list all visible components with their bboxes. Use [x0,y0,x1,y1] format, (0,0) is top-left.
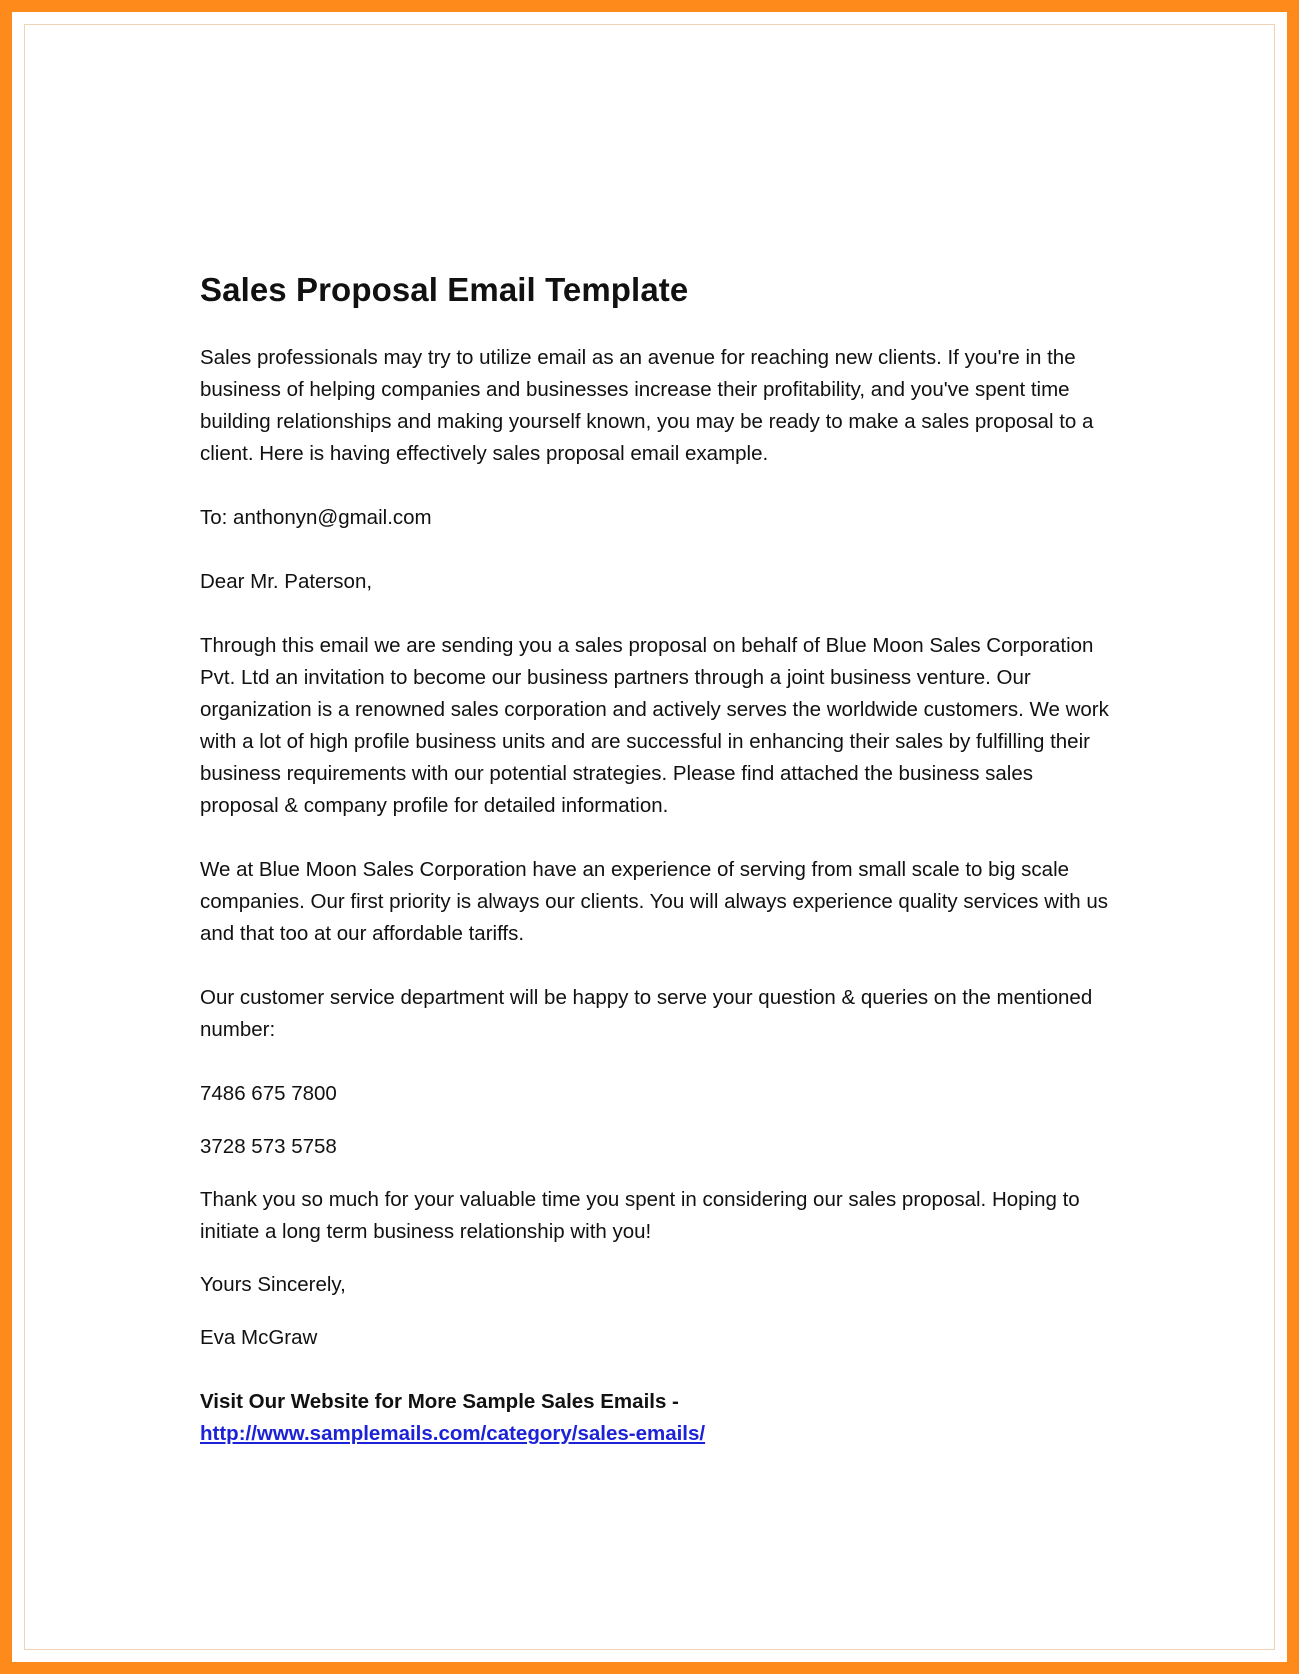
intro-paragraph: Sales professionals may try to utilize email as an avenue for reaching new clients. If you're in the business of helping companies and businesses increase their profitability, and you've spent time building relationships and making yourself known, you may be ready to make a sales proposal to a client. Here is having effectively sales proposal email example. [200,346,1094,465]
body-paragraph-3: Our customer service department will be happy to serve your question & queries on the mentioned number: [200,986,1093,1041]
footer-text: Visit Our Website for More Sample Sales Emails - [200,1390,679,1413]
sign-off: Yours Sincerely, [200,1273,346,1296]
closing-paragraph: Thank you so much for your valuable time you spent in considering our sales proposal. Hoping to initiate a long term business relationship with you! [200,1188,1080,1243]
document-content [200,268,1110,1450]
body-paragraph-2: We at Blue Moon Sales Corporation have an experience of serving from small scale to big scale companies. Our first priority is always our clients. You will always experience quality services with us and that too at our affordable tariffs. [200,858,1109,945]
footer-block [200,1386,1110,1450]
signature-name: Eva McGraw [200,1326,318,1349]
body-paragraph-1: Through this email we are sending you a sales proposal on behalf of Blue Moon Sales Corporation Pvt. Ltd an invitation to become our business partners through a joint business venture. Our organization is a renowned sales corporation and actively serves the worldwide customers. We work with a lot of high profile business units and are successful in enhancing their sales by fulfilling their business requirements with our potential strategies. Please find attached the business sales proposal & company profile for detailed information. [200,634,1109,817]
website-link[interactable]: http://www.samplemails.com/category/sales-emails/ [200,1422,706,1445]
phone-number-2: 3728 573 5758 [200,1135,337,1158]
salutation: Dear Mr. Paterson, [200,570,373,593]
phone-number-1: 7486 675 7800 [200,1082,337,1105]
to-line: To: anthonyn@gmail.com [200,506,432,529]
document-title: Sales Proposal Email Template [200,271,689,308]
